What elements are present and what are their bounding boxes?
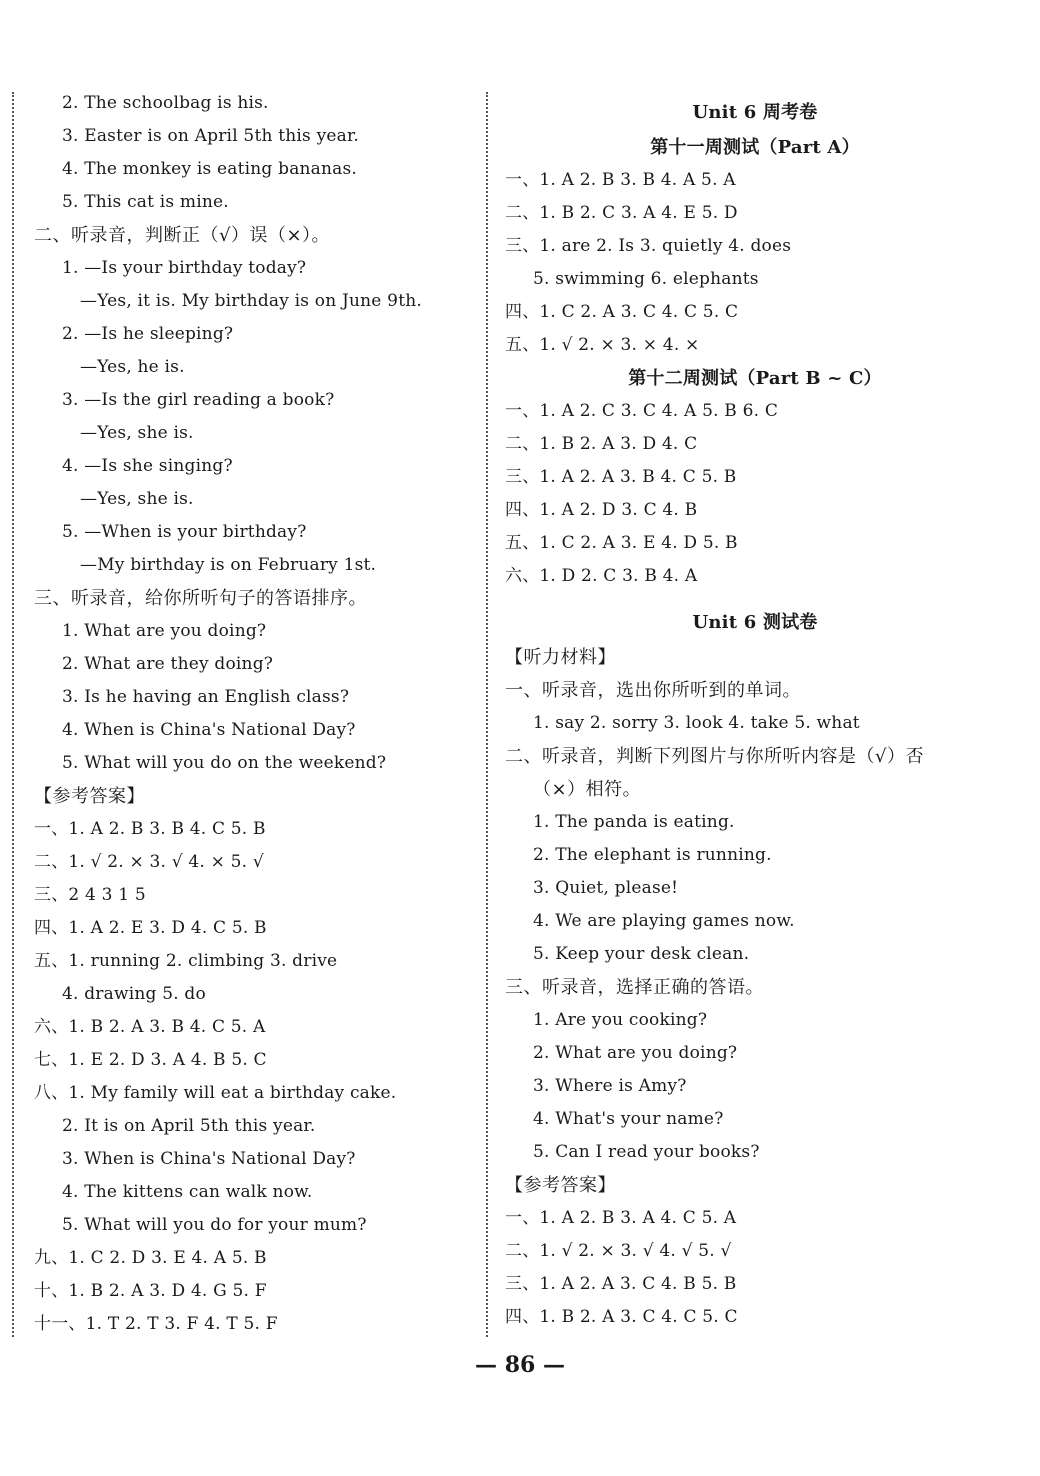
text-line: —Yes, she is. [80,423,194,443]
text-line: 4. drawing 5. do [62,984,206,1004]
text-line: 5. —When is your birthday? [62,522,307,542]
text-line: 2. It is on April 5th this year. [62,1116,316,1136]
text-line: 二、听录音，判断正（√）误（×）。 [34,225,331,246]
text-line: 三、听录音，给你所听句子的答语排序。 [34,588,367,609]
text-line: 2. What are they doing? [62,654,274,674]
text-line: 二、1. √ 2. × 3. √ 4. × 5. √ [34,852,264,872]
text-line: 二、1. √ 2. × 3. √ 4. √ 5. √ [505,1241,732,1261]
text-line: 四、1. A 2. E 3. D 4. C 5. B [34,918,267,938]
text-line: 5. What will you do for your mum? [62,1215,367,1235]
text-line: 四、1. B 2. A 3. C 4. C 5. C [505,1307,738,1327]
text-line: 一、1. A 2. C 3. C 4. A 5. B 6. C [505,401,779,421]
text-line: 四、1. A 2. D 3. C 4. B [505,500,698,520]
text-line: 4. The kittens can walk now. [62,1182,313,1202]
section-title: Unit 6 测试卷 [692,612,818,633]
text-line: 3. Easter is on April 5th this year. [62,126,360,146]
text-line: 1. The panda is eating. [533,812,735,832]
text-line: 1. Are you cooking? [533,1010,708,1030]
right-column [505,87,1005,1334]
center-dotted-rule [486,92,488,1337]
text-line: 2. The schoolbag is his. [62,93,269,113]
text-line: 【听力材料】 [505,647,616,668]
text-line: 三、1. A 2. A 3. C 4. B 5. B [505,1274,737,1294]
text-line: 九、1. C 2. D 3. E 4. A 5. B [34,1248,267,1268]
text-line: 四、1. C 2. A 3. C 4. C 5. C [505,302,739,322]
text-line: 三、1. are 2. Is 3. quietly 4. does [505,236,792,256]
text-line: —My birthday is on February 1st. [80,555,377,575]
text-line: 三、1. A 2. A 3. B 4. C 5. B [505,467,737,487]
text-line: 3. —Is the girl reading a book? [62,390,335,410]
text-line: 二、听录音，判断下列图片与你所听内容是（√）否 [505,746,924,767]
text-line: 4. —Is she singing? [62,456,233,476]
text-line: 4. We are playing games now. [533,911,795,931]
text-line: 5. What will you do on the weekend? [62,753,387,773]
text-line: 5. swimming 6. elephants [533,269,759,289]
text-line: 五、1. C 2. A 3. E 4. D 5. B [505,533,738,553]
section-title: 第十一周测试（Part A） [650,137,860,158]
text-line: 3. When is China's National Day? [62,1149,356,1169]
section-title: 第十二周测试（Part B ~ C） [628,368,882,389]
text-line: 三、听录音，选择正确的答语。 [505,977,764,998]
left-dotted-rule [12,92,14,1337]
text-line: 4. The monkey is eating bananas. [62,159,358,179]
text-line: 五、1. running 2. climbing 3. drive [34,951,338,971]
text-line: 八、1. My family will eat a birthday cake. [34,1083,397,1103]
text-line: 六、1. D 2. C 3. B 4. A [505,566,698,586]
section-title: Unit 6 周考卷 [692,102,818,123]
text-line: —Yes, it is. My birthday is on June 9th. [80,291,422,311]
text-line: 5. Keep your desk clean. [533,944,750,964]
text-line: 2. What are you doing? [533,1043,738,1063]
text-line: 1. What are you doing? [62,621,267,641]
text-line: 一、听录音，选出你所听到的单词。 [505,680,801,701]
text-line: 4. When is China's National Day? [62,720,356,740]
text-line: 一、1. A 2. B 3. B 4. C 5. B [34,819,266,839]
text-line: 五、1. √ 2. × 3. × 4. × [505,335,700,355]
text-line: 2. —Is he sleeping? [62,324,234,344]
text-line: 2. The elephant is running. [533,845,772,865]
text-line: 【参考答案】 [34,786,145,807]
text-line: 【参考答案】 [505,1175,616,1196]
left-column [34,87,474,1341]
text-line: —Yes, he is. [80,357,185,377]
text-line: 二、1. B 2. C 3. A 4. E 5. D [505,203,738,223]
text-line: 3. Quiet, please! [533,878,679,898]
text-line: 一、1. A 2. B 3. A 4. C 5. A [505,1208,737,1228]
text-line: 1. —Is your birthday today? [62,258,307,278]
text-line: 1. say 2. sorry 3. look 4. take 5. what [533,713,860,733]
text-line: 一、1. A 2. B 3. B 4. A 5. A [505,170,736,190]
text-line: 三、2 4 3 1 5 [34,885,146,905]
text-line: 3. Where is Amy? [533,1076,687,1096]
text-line: —Yes, she is. [80,489,194,509]
text-line: 十、1. B 2. A 3. D 4. G 5. F [34,1281,267,1301]
text-line: （×）相符。 [533,779,642,800]
text-line: 5. This cat is mine. [62,192,229,212]
text-line: 六、1. B 2. A 3. B 4. C 5. A [34,1017,266,1037]
text-line: 二、1. B 2. A 3. D 4. C [505,434,698,454]
text-line: 3. Is he having an English class? [62,687,350,707]
text-line: 七、1. E 2. D 3. A 4. B 5. C [34,1050,267,1070]
page-number: — 86 — [475,1352,565,1378]
text-line: 5. Can I read your books? [533,1142,760,1162]
text-line: 十一、1. T 2. T 3. F 4. T 5. F [34,1314,278,1334]
text-line: 4. What's your name? [533,1109,724,1129]
